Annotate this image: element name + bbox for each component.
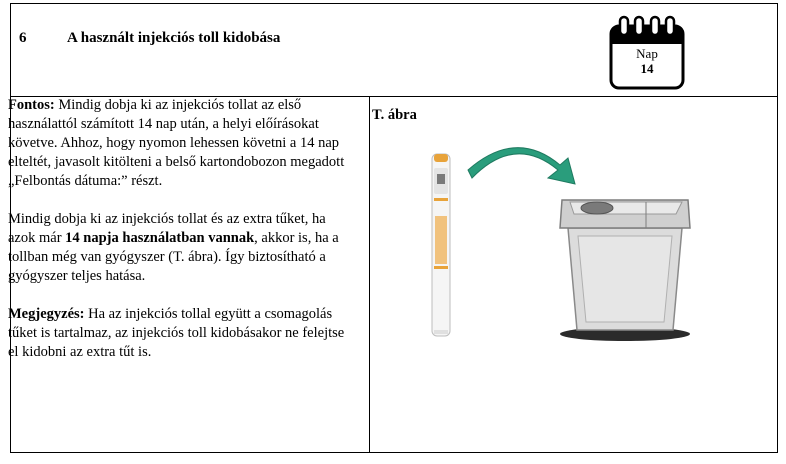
section-title: A használt injekciós toll kidobása — [67, 30, 281, 46]
instructions-column — [8, 96, 354, 362]
important-lead: Fontos: — [8, 97, 55, 113]
important-paragraph — [8, 96, 354, 191]
note-paragraph — [8, 305, 354, 362]
section-number: 6 — [19, 30, 27, 46]
disposal-post: , akkor is, ha a tollban még van gyógyszer (T. ábra). Így biztosítható a gyógyszer teljes hatása. — [8, 230, 339, 284]
column-divider — [369, 96, 370, 452]
disposal-illustration — [420, 140, 720, 345]
calendar-text — [617, 46, 677, 76]
figure-label: T. ábra — [372, 107, 417, 123]
calendar-number: 14 — [640, 61, 654, 76]
curved-arrow-icon — [468, 148, 575, 184]
disposal-bold: 14 napja használatban vannak — [65, 230, 255, 246]
important-text: Mindig dobja ki az injekciós tollat az első használattól számított 14 nap után, a helyi előírásokat követve. Ahhoz, hogy nyomon lehessen követni a 14 nap elteltét, javasolt kitölteni a belső kartondobozon megadott „Felbontás dátuma:” részt. — [8, 97, 345, 189]
disposal-pre: Mindig dobja ki az injekciós tollat és az extra tűket, ha azok már — [8, 211, 326, 246]
calendar-label: Nap — [636, 46, 658, 61]
note-text: Ha az injekciós tollal együtt a csomagolás tűket is tartalmaz, az injekciós toll kidobásakor ne felejtse el kidobni az extra tűt is. — [8, 306, 345, 360]
disposal-paragraph — [8, 210, 354, 286]
injection-pen-icon — [432, 154, 450, 336]
note-lead: Megjegyzés: — [8, 306, 85, 322]
waste-bin-icon — [560, 200, 690, 341]
